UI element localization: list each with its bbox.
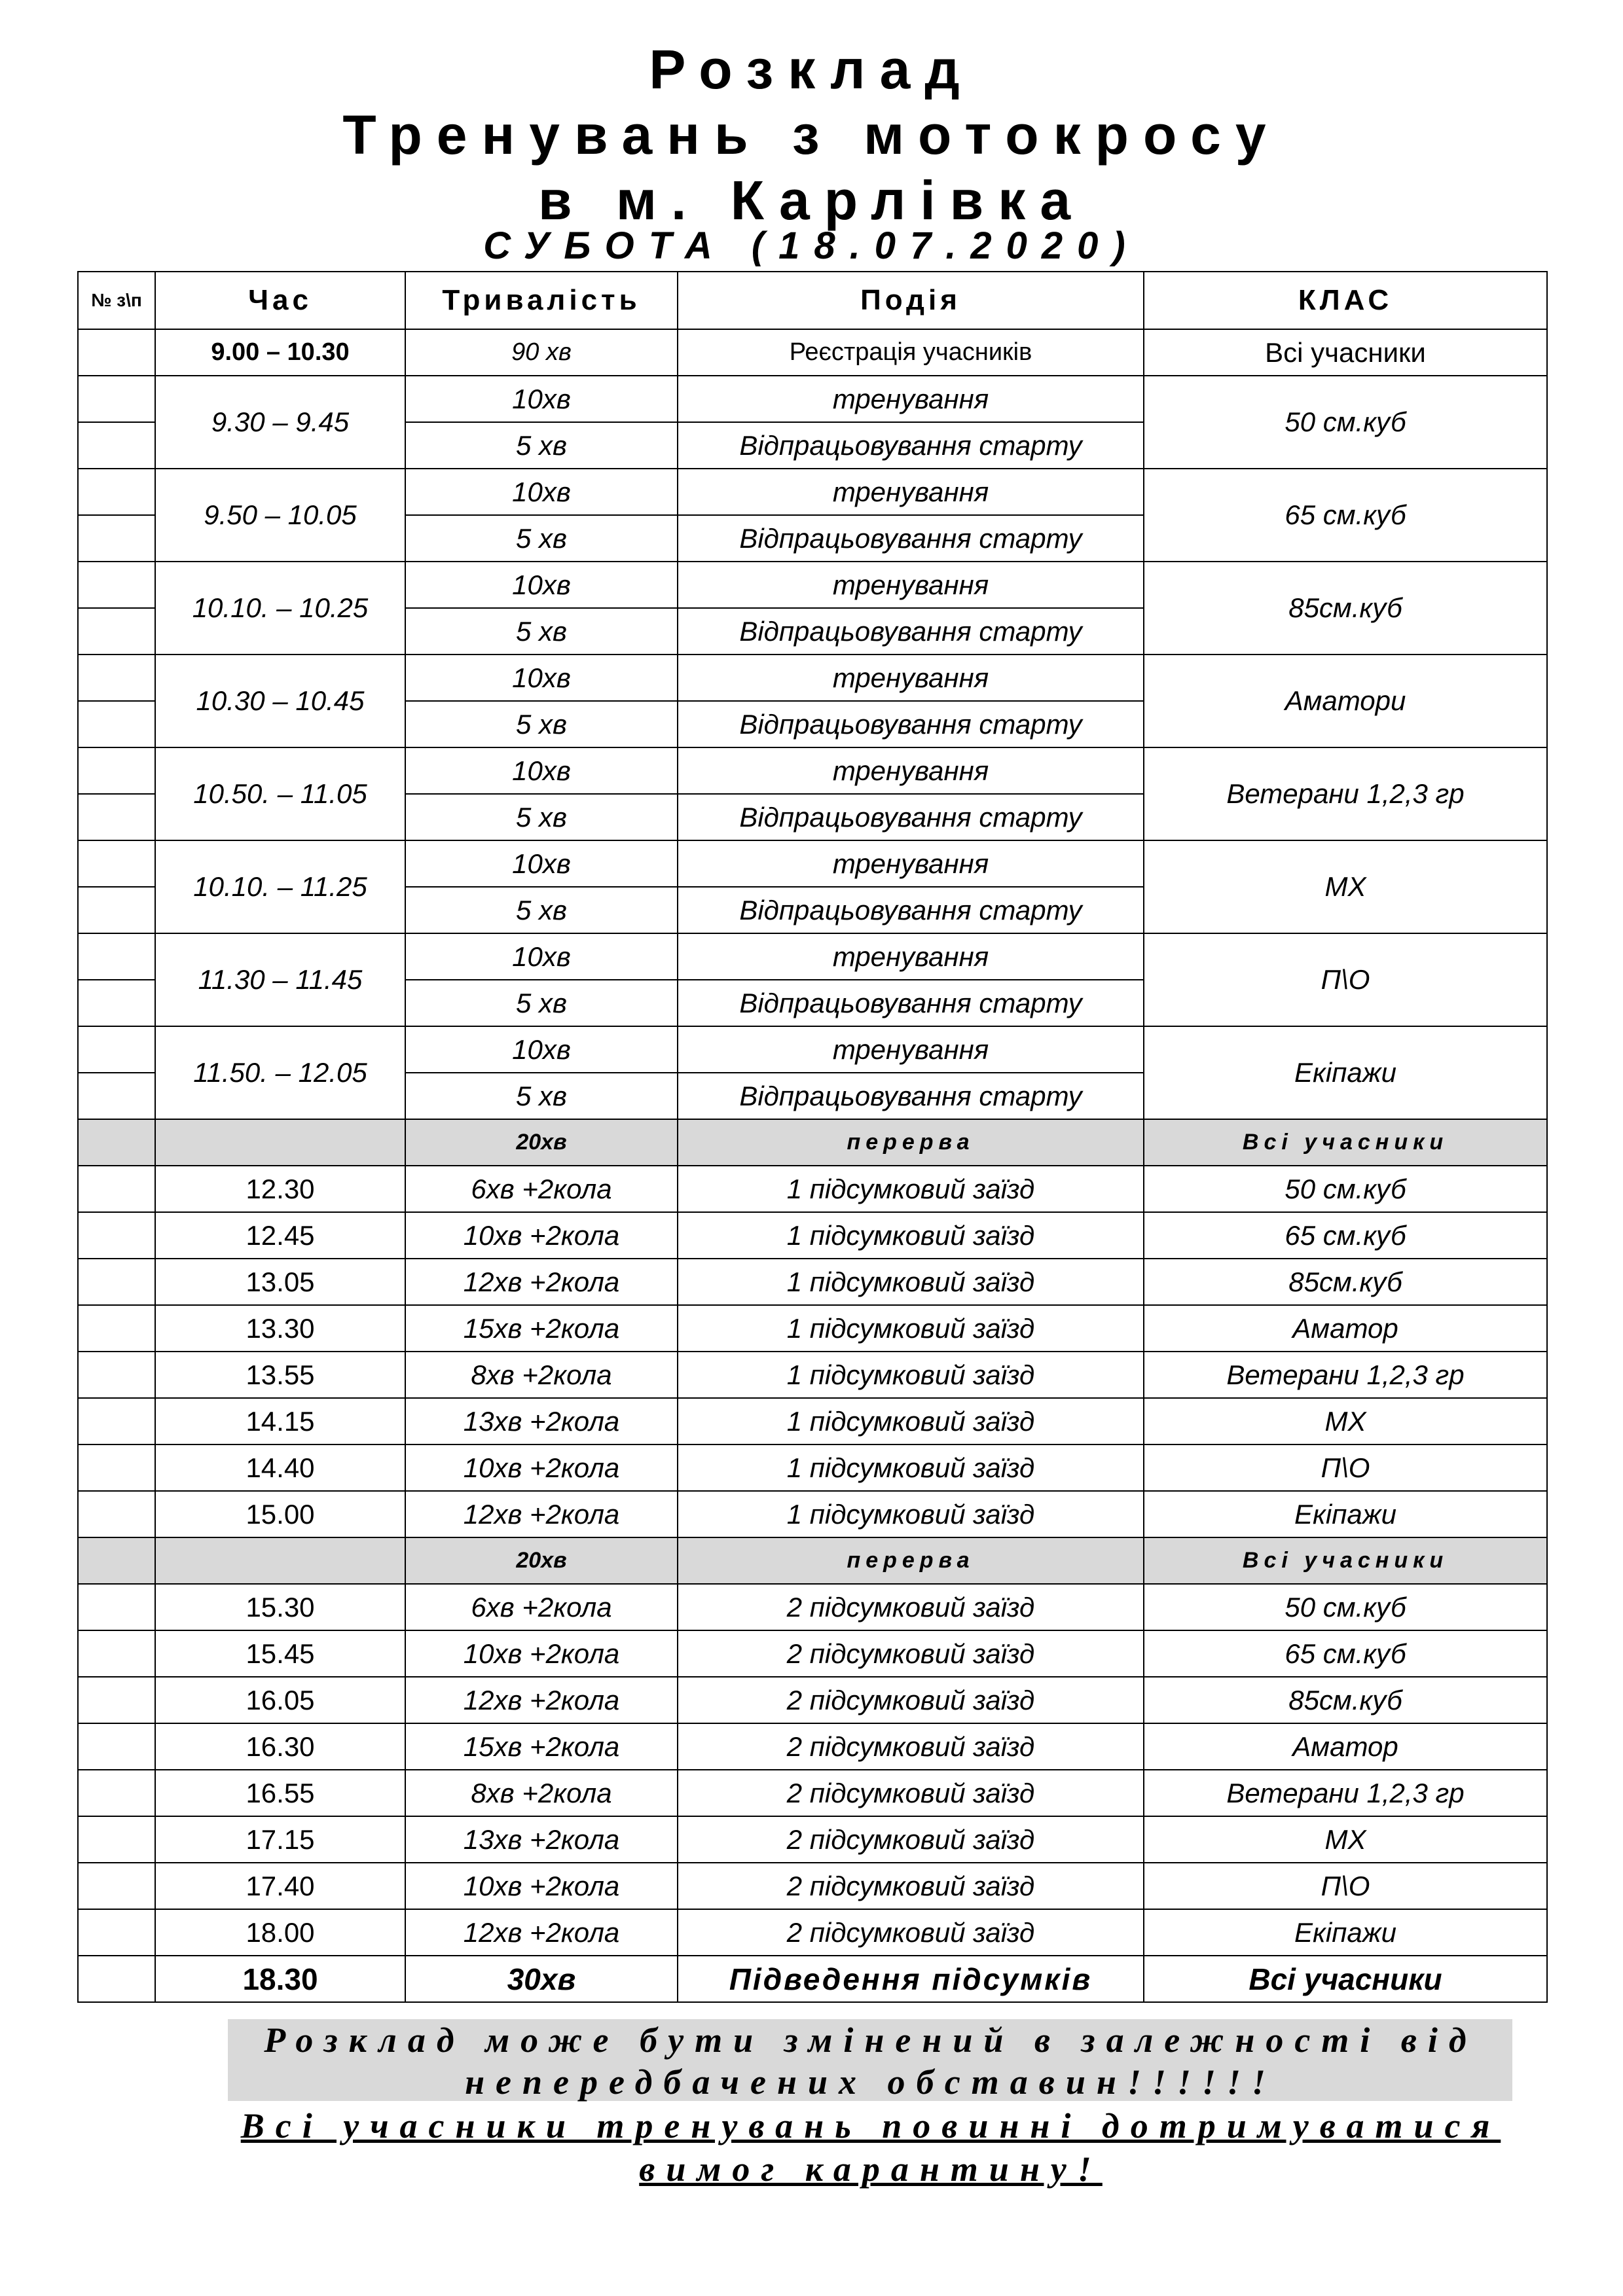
row-class: 85см.куб bbox=[1144, 562, 1547, 655]
header-num: № з\п bbox=[78, 272, 155, 329]
heat-row bbox=[78, 1909, 1547, 1956]
row-num bbox=[78, 980, 155, 1026]
row-event: Відпрацьовування старту bbox=[678, 1073, 1144, 1119]
row-num bbox=[78, 1723, 155, 1770]
row-event: Реєстрація учасників bbox=[678, 329, 1144, 376]
row-num bbox=[78, 933, 155, 980]
title-line-2: Тренувань з мотокросу bbox=[342, 104, 1281, 166]
row-num bbox=[78, 1026, 155, 1073]
row-duration: 20хв bbox=[405, 1119, 678, 1166]
row-class: 65 см.куб bbox=[1144, 1630, 1547, 1677]
row-duration: 10хв +2кола bbox=[405, 1444, 678, 1491]
row-event: Відпрацьовування старту bbox=[678, 608, 1144, 655]
header-class: КЛАС bbox=[1144, 272, 1547, 329]
row-class: MX bbox=[1144, 1398, 1547, 1444]
row-duration: 12хв +2кола bbox=[405, 1491, 678, 1537]
row-duration: 10хв bbox=[405, 840, 678, 887]
row-event: 1 підсумковий заїзд bbox=[678, 1398, 1144, 1444]
row-event: 1 підсумковий заїзд bbox=[678, 1259, 1144, 1305]
row-num bbox=[78, 329, 155, 376]
row-event: тренування bbox=[678, 655, 1144, 701]
row-duration: 10хв bbox=[405, 562, 678, 608]
row-num bbox=[78, 840, 155, 887]
row-class: Аматор bbox=[1144, 1305, 1547, 1352]
heat-row bbox=[78, 1444, 1547, 1491]
row-event: Відпрацьовування старту bbox=[678, 980, 1144, 1026]
heat-row bbox=[78, 1259, 1547, 1305]
row-event: 2 підсумковий заїзд bbox=[678, 1723, 1144, 1770]
row-class: Екіпажи bbox=[1144, 1909, 1547, 1956]
row-time: 9.00 – 10.30 bbox=[155, 329, 405, 376]
title-line-1: Розклад bbox=[649, 39, 974, 100]
row-time: 13.55 bbox=[155, 1352, 405, 1398]
break-row bbox=[78, 1119, 1547, 1166]
row-class: 65 см.куб bbox=[1144, 469, 1547, 562]
row-duration: 10хв +2кола bbox=[405, 1863, 678, 1909]
row-event: 2 підсумковий заїзд bbox=[678, 1677, 1144, 1723]
row-event: Підведення підсумків bbox=[678, 1956, 1144, 2002]
row-duration: 5 хв bbox=[405, 422, 678, 469]
training-row bbox=[78, 376, 1547, 422]
row-event: 1 підсумковий заїзд bbox=[678, 1444, 1144, 1491]
row-event: Відпрацьовування старту bbox=[678, 794, 1144, 840]
row-num bbox=[78, 1073, 155, 1119]
row-time: 10.50. – 11.05 bbox=[155, 747, 405, 840]
row-event: 2 підсумковий заїзд bbox=[678, 1863, 1144, 1909]
registration-row bbox=[78, 329, 1547, 376]
row-duration: 90 хв bbox=[405, 329, 678, 376]
row-class: Всі учасники bbox=[1144, 1956, 1547, 2002]
notice-line-3: Всі учасники тренувань повинні дотримуватися bbox=[240, 2106, 1501, 2145]
row-class: Аматор bbox=[1144, 1723, 1547, 1770]
row-num bbox=[78, 655, 155, 701]
row-event: Відпрацьовування старту bbox=[678, 887, 1144, 933]
training-row bbox=[78, 1026, 1547, 1073]
notice-line-1: Розклад може бути змінений в залежності від bbox=[264, 2020, 1478, 2060]
heat-row bbox=[78, 1863, 1547, 1909]
row-num bbox=[78, 469, 155, 515]
row-num bbox=[78, 1677, 155, 1723]
row-time: 15.30 bbox=[155, 1584, 405, 1630]
header-row bbox=[78, 272, 1547, 329]
row-event: тренування bbox=[678, 933, 1144, 980]
training-row bbox=[78, 933, 1547, 980]
row-num bbox=[78, 1398, 155, 1444]
row-time: 11.30 – 11.45 bbox=[155, 933, 405, 1026]
heat-row bbox=[78, 1491, 1547, 1537]
row-duration: 10хв bbox=[405, 747, 678, 794]
row-num bbox=[78, 747, 155, 794]
row-event: перерва bbox=[678, 1119, 1144, 1166]
header-time: Час bbox=[155, 272, 405, 329]
row-num bbox=[78, 1863, 155, 1909]
heat-row bbox=[78, 1166, 1547, 1212]
row-class: 50 см.куб bbox=[1144, 1584, 1547, 1630]
heat-row bbox=[78, 1584, 1547, 1630]
heat-row bbox=[78, 1305, 1547, 1352]
row-class: Всі учасники bbox=[1144, 1119, 1547, 1166]
row-duration: 5 хв bbox=[405, 794, 678, 840]
training-row bbox=[78, 655, 1547, 701]
heat-row bbox=[78, 1212, 1547, 1259]
row-num bbox=[78, 515, 155, 562]
row-class: 65 см.куб bbox=[1144, 1212, 1547, 1259]
row-duration: 13хв +2кола bbox=[405, 1816, 678, 1863]
heat-row bbox=[78, 1677, 1547, 1723]
row-num bbox=[78, 1770, 155, 1816]
notice-line-2: непередбачених обставин!!!!!! bbox=[465, 2062, 1277, 2102]
row-duration: 10хв +2кола bbox=[405, 1630, 678, 1677]
row-num bbox=[78, 1491, 155, 1537]
row-time: 16.05 bbox=[155, 1677, 405, 1723]
row-num bbox=[78, 887, 155, 933]
row-class: П\О bbox=[1144, 1444, 1547, 1491]
row-duration: 15хв +2кола bbox=[405, 1305, 678, 1352]
row-class: MX bbox=[1144, 1816, 1547, 1863]
heat-row bbox=[78, 1723, 1547, 1770]
notice-line-4: вимог карантину! bbox=[639, 2149, 1103, 2189]
training-row bbox=[78, 562, 1547, 608]
row-class: Екіпажи bbox=[1144, 1026, 1547, 1119]
row-duration: 10хв bbox=[405, 655, 678, 701]
row-num bbox=[78, 701, 155, 747]
row-time: 15.45 bbox=[155, 1630, 405, 1677]
row-num bbox=[78, 1119, 155, 1166]
row-event: 1 підсумковий заїзд bbox=[678, 1166, 1144, 1212]
row-duration: 5 хв bbox=[405, 701, 678, 747]
row-class: 85см.куб bbox=[1144, 1259, 1547, 1305]
row-duration: 12хв +2кола bbox=[405, 1909, 678, 1956]
row-class: Ветерани 1,2,3 гр bbox=[1144, 1352, 1547, 1398]
row-num bbox=[78, 1630, 155, 1677]
heat-row bbox=[78, 1770, 1547, 1816]
row-event: 2 підсумковий заїзд bbox=[678, 1584, 1144, 1630]
row-time: 12.30 bbox=[155, 1166, 405, 1212]
row-num bbox=[78, 1909, 155, 1956]
row-event: 1 підсумковий заїзд bbox=[678, 1352, 1144, 1398]
row-time: 18.00 bbox=[155, 1909, 405, 1956]
row-time: 10.10. – 10.25 bbox=[155, 562, 405, 655]
row-event: тренування bbox=[678, 376, 1144, 422]
row-time: 17.15 bbox=[155, 1816, 405, 1863]
row-event: тренування bbox=[678, 1026, 1144, 1073]
row-num bbox=[78, 1537, 155, 1584]
row-class: П\О bbox=[1144, 1863, 1547, 1909]
row-time: 9.30 – 9.45 bbox=[155, 376, 405, 469]
row-time: 13.30 bbox=[155, 1305, 405, 1352]
row-event: тренування bbox=[678, 562, 1144, 608]
row-class: Всі учасники bbox=[1144, 1537, 1547, 1584]
row-time: 16.30 bbox=[155, 1723, 405, 1770]
row-time: 14.15 bbox=[155, 1398, 405, 1444]
row-event: 2 підсумковий заїзд bbox=[678, 1630, 1144, 1677]
row-duration: 6хв +2кола bbox=[405, 1584, 678, 1630]
row-num bbox=[78, 1584, 155, 1630]
row-class: 50 см.куб bbox=[1144, 1166, 1547, 1212]
row-class: Ветерани 1,2,3 гр bbox=[1144, 747, 1547, 840]
row-class: MX bbox=[1144, 840, 1547, 933]
row-class: 85см.куб bbox=[1144, 1677, 1547, 1723]
row-time: 11.50. – 12.05 bbox=[155, 1026, 405, 1119]
row-duration: 13хв +2кола bbox=[405, 1398, 678, 1444]
row-num bbox=[78, 1352, 155, 1398]
row-duration: 5 хв bbox=[405, 980, 678, 1026]
header-event: Подія bbox=[678, 272, 1144, 329]
schedule-body bbox=[78, 329, 1547, 2002]
row-event: Відпрацьовування старту bbox=[678, 422, 1144, 469]
row-event: тренування bbox=[678, 469, 1144, 515]
row-duration: 6хв +2кола bbox=[405, 1166, 678, 1212]
row-duration: 5 хв bbox=[405, 515, 678, 562]
row-class: Ветерани 1,2,3 гр bbox=[1144, 1770, 1547, 1816]
row-time: 12.45 bbox=[155, 1212, 405, 1259]
row-num bbox=[78, 1956, 155, 2002]
row-duration: 10хв +2кола bbox=[405, 1212, 678, 1259]
row-num bbox=[78, 1259, 155, 1305]
row-time: 10.10. – 11.25 bbox=[155, 840, 405, 933]
row-num bbox=[78, 1212, 155, 1259]
row-event: перерва bbox=[678, 1537, 1144, 1584]
row-num bbox=[78, 1816, 155, 1863]
row-event: 2 підсумковий заїзд bbox=[678, 1770, 1144, 1816]
row-event: 2 підсумковий заїзд bbox=[678, 1909, 1144, 1956]
row-event: 1 підсумковий заїзд bbox=[678, 1212, 1144, 1259]
row-event: 2 підсумковий заїзд bbox=[678, 1816, 1144, 1863]
title-line-3: в м. Карлівка bbox=[538, 170, 1085, 231]
row-time bbox=[155, 1119, 405, 1166]
row-duration: 10хв bbox=[405, 376, 678, 422]
row-duration: 5 хв bbox=[405, 1073, 678, 1119]
training-row bbox=[78, 469, 1547, 515]
row-class: П\О bbox=[1144, 933, 1547, 1026]
row-event: Відпрацьовування старту bbox=[678, 515, 1144, 562]
row-duration: 8хв +2кола bbox=[405, 1770, 678, 1816]
row-num bbox=[78, 422, 155, 469]
row-time: 16.55 bbox=[155, 1770, 405, 1816]
break-row bbox=[78, 1537, 1547, 1584]
row-time: 14.40 bbox=[155, 1444, 405, 1491]
heat-row bbox=[78, 1630, 1547, 1677]
row-time: 10.30 – 10.45 bbox=[155, 655, 405, 747]
row-num bbox=[78, 1444, 155, 1491]
row-event: тренування bbox=[678, 840, 1144, 887]
row-num bbox=[78, 1305, 155, 1352]
row-class: Аматори bbox=[1144, 655, 1547, 747]
row-duration: 12хв +2кола bbox=[405, 1259, 678, 1305]
row-duration: 8хв +2кола bbox=[405, 1352, 678, 1398]
row-class: Всі учасники bbox=[1144, 329, 1547, 376]
row-duration: 5 хв bbox=[405, 608, 678, 655]
row-time: 13.05 bbox=[155, 1259, 405, 1305]
row-duration: 5 хв bbox=[405, 887, 678, 933]
heat-row bbox=[78, 1352, 1547, 1398]
row-time: 18.30 bbox=[155, 1956, 405, 2002]
row-time: 15.00 bbox=[155, 1491, 405, 1537]
row-num bbox=[78, 562, 155, 608]
row-duration: 10хв bbox=[405, 933, 678, 980]
day-heading: СУБОТА (18.07.2020) bbox=[483, 224, 1140, 267]
training-row bbox=[78, 747, 1547, 794]
row-duration: 10хв bbox=[405, 469, 678, 515]
row-duration: 15хв +2кола bbox=[405, 1723, 678, 1770]
row-num bbox=[78, 376, 155, 422]
row-event: тренування bbox=[678, 747, 1144, 794]
final-row bbox=[78, 1956, 1547, 2002]
row-time bbox=[155, 1537, 405, 1584]
row-num bbox=[78, 794, 155, 840]
row-duration: 20хв bbox=[405, 1537, 678, 1584]
row-event: 1 підсумковий заїзд bbox=[678, 1305, 1144, 1352]
header-duration: Тривалість bbox=[405, 272, 678, 329]
row-class: 50 см.куб bbox=[1144, 376, 1547, 469]
row-time: 17.40 bbox=[155, 1863, 405, 1909]
heat-row bbox=[78, 1398, 1547, 1444]
row-class: Екіпажи bbox=[1144, 1491, 1547, 1537]
row-duration: 12хв +2кола bbox=[405, 1677, 678, 1723]
row-time: 9.50 – 10.05 bbox=[155, 469, 405, 562]
row-num bbox=[78, 1166, 155, 1212]
row-num bbox=[78, 608, 155, 655]
row-event: 1 підсумковий заїзд bbox=[678, 1491, 1144, 1537]
row-duration: 30хв bbox=[405, 1956, 678, 2002]
heat-row bbox=[78, 1816, 1547, 1863]
row-event: Відпрацьовування старту bbox=[678, 701, 1144, 747]
row-duration: 10хв bbox=[405, 1026, 678, 1073]
training-row bbox=[78, 840, 1547, 887]
schedule-table bbox=[77, 271, 1548, 2003]
